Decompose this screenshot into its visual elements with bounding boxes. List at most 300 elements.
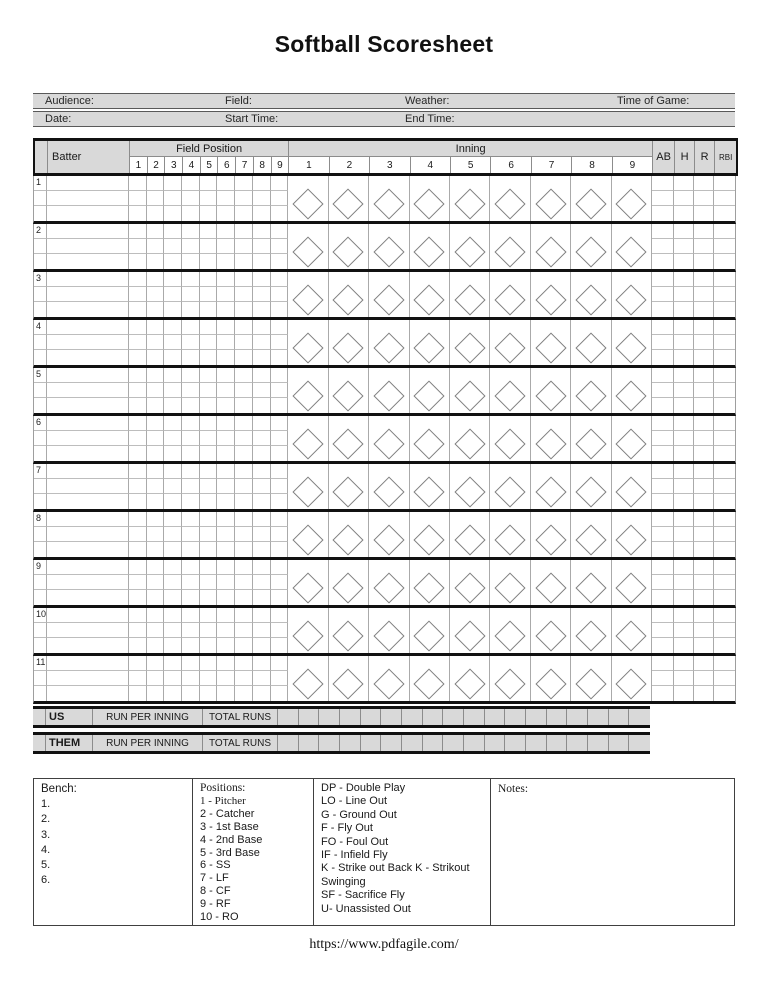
field-position-cell[interactable] bbox=[182, 479, 200, 494]
field-position-cell[interactable] bbox=[200, 302, 218, 317]
batter-name-cell[interactable] bbox=[47, 590, 129, 605]
inning-cell[interactable] bbox=[612, 608, 652, 653]
stat-cell[interactable] bbox=[674, 383, 694, 398]
field-position-cell[interactable] bbox=[217, 671, 235, 686]
run-cell[interactable] bbox=[423, 709, 444, 725]
batter-name-cell[interactable] bbox=[47, 302, 129, 317]
inning-cell[interactable] bbox=[612, 512, 652, 557]
inning-cell[interactable] bbox=[288, 464, 328, 509]
stat-cell[interactable] bbox=[694, 398, 714, 413]
field-position-cell[interactable] bbox=[164, 542, 182, 557]
run-cell[interactable] bbox=[609, 735, 630, 751]
inning-cell[interactable] bbox=[369, 512, 409, 557]
field-position-cell[interactable] bbox=[147, 272, 165, 287]
field-position-cell[interactable] bbox=[217, 350, 235, 365]
field-position-cell[interactable] bbox=[253, 446, 271, 461]
field-position-cell[interactable] bbox=[217, 464, 235, 479]
stat-cell[interactable] bbox=[652, 254, 674, 269]
stat-cell[interactable] bbox=[714, 398, 735, 413]
run-cell[interactable] bbox=[629, 709, 650, 725]
run-cell[interactable] bbox=[361, 735, 382, 751]
field-position-cell[interactable] bbox=[217, 590, 235, 605]
field-position-cell[interactable] bbox=[271, 560, 289, 575]
inning-cell[interactable] bbox=[531, 512, 571, 557]
field-position-cell[interactable] bbox=[147, 560, 165, 575]
stat-cell[interactable] bbox=[694, 302, 714, 317]
field-position-cell[interactable] bbox=[164, 464, 182, 479]
field-position-cell[interactable] bbox=[147, 479, 165, 494]
field-position-cell[interactable] bbox=[129, 224, 147, 239]
inning-cell[interactable] bbox=[571, 512, 611, 557]
field-position-cell[interactable] bbox=[164, 350, 182, 365]
field-position-cell[interactable] bbox=[164, 446, 182, 461]
stat-cell[interactable] bbox=[714, 335, 735, 350]
inning-cell[interactable] bbox=[329, 272, 369, 317]
field-position-cell[interactable] bbox=[217, 254, 235, 269]
field-position-cell[interactable] bbox=[253, 479, 271, 494]
inning-cell[interactable] bbox=[490, 416, 530, 461]
field-position-cell[interactable] bbox=[200, 335, 218, 350]
field-position-cell[interactable] bbox=[271, 206, 289, 221]
info-field-weather[interactable] bbox=[393, 94, 605, 108]
field-position-cell[interactable] bbox=[182, 350, 200, 365]
field-position-cell[interactable] bbox=[200, 542, 218, 557]
inning-cell[interactable] bbox=[571, 656, 611, 701]
field-position-cell[interactable] bbox=[271, 350, 289, 365]
stat-cell[interactable] bbox=[652, 368, 674, 383]
info-field-audience[interactable] bbox=[33, 94, 213, 108]
field-position-cell[interactable] bbox=[147, 527, 165, 542]
run-cell[interactable] bbox=[588, 735, 609, 751]
batter-name-cell[interactable] bbox=[47, 575, 129, 590]
stat-cell[interactable] bbox=[714, 224, 735, 239]
field-position-cell[interactable] bbox=[182, 590, 200, 605]
field-position-cell[interactable] bbox=[147, 398, 165, 413]
stat-cell[interactable] bbox=[714, 176, 735, 191]
stat-cell[interactable] bbox=[714, 416, 735, 431]
field-position-cell[interactable] bbox=[164, 560, 182, 575]
field-position-cell[interactable] bbox=[253, 398, 271, 413]
stat-cell[interactable] bbox=[652, 335, 674, 350]
stat-cell[interactable] bbox=[694, 287, 714, 302]
field-position-cell[interactable] bbox=[271, 575, 289, 590]
field-position-cell[interactable] bbox=[271, 383, 289, 398]
stat-cell[interactable] bbox=[694, 590, 714, 605]
field-position-cell[interactable] bbox=[200, 494, 218, 509]
field-position-cell[interactable] bbox=[182, 335, 200, 350]
stat-cell[interactable] bbox=[694, 368, 714, 383]
field-position-cell[interactable] bbox=[200, 368, 218, 383]
field-position-cell[interactable] bbox=[164, 512, 182, 527]
stat-cell[interactable] bbox=[694, 575, 714, 590]
batter-name-cell[interactable] bbox=[47, 383, 129, 398]
stat-cell[interactable] bbox=[652, 656, 674, 671]
inning-cell[interactable] bbox=[410, 512, 450, 557]
field-position-cell[interactable] bbox=[235, 656, 253, 671]
stat-cell[interactable] bbox=[652, 446, 674, 461]
field-position-cell[interactable] bbox=[271, 446, 289, 461]
field-position-cell[interactable] bbox=[200, 383, 218, 398]
stat-cell[interactable] bbox=[714, 686, 735, 701]
info-field-time-of-game[interactable] bbox=[605, 94, 735, 108]
stat-cell[interactable] bbox=[694, 608, 714, 623]
inning-cell[interactable] bbox=[288, 368, 328, 413]
field-position-cell[interactable] bbox=[164, 398, 182, 413]
field-position-cell[interactable] bbox=[147, 542, 165, 557]
field-position-cell[interactable] bbox=[200, 272, 218, 287]
field-position-cell[interactable] bbox=[164, 431, 182, 446]
field-position-cell[interactable] bbox=[200, 479, 218, 494]
field-position-cell[interactable] bbox=[217, 239, 235, 254]
batter-name-cell[interactable] bbox=[47, 254, 129, 269]
field-position-cell[interactable] bbox=[271, 431, 289, 446]
field-position-cell[interactable] bbox=[200, 527, 218, 542]
field-position-cell[interactable] bbox=[253, 176, 271, 191]
field-position-cell[interactable] bbox=[235, 431, 253, 446]
field-position-cell[interactable] bbox=[147, 239, 165, 254]
field-position-cell[interactable] bbox=[217, 479, 235, 494]
field-position-cell[interactable] bbox=[253, 542, 271, 557]
batter-name-cell[interactable] bbox=[47, 446, 129, 461]
stat-cell[interactable] bbox=[674, 479, 694, 494]
inning-cell[interactable] bbox=[410, 656, 450, 701]
stat-cell[interactable] bbox=[694, 494, 714, 509]
field-position-cell[interactable] bbox=[200, 254, 218, 269]
field-position-cell[interactable] bbox=[235, 542, 253, 557]
batter-name-cell[interactable] bbox=[47, 638, 129, 653]
field-position-cell[interactable] bbox=[182, 398, 200, 413]
field-position-cell[interactable] bbox=[271, 191, 289, 206]
run-cell[interactable] bbox=[443, 709, 464, 725]
run-cell[interactable] bbox=[567, 709, 588, 725]
inning-cell[interactable] bbox=[612, 368, 652, 413]
field-position-cell[interactable] bbox=[235, 224, 253, 239]
batter-name-cell[interactable] bbox=[47, 176, 129, 191]
inning-cell[interactable] bbox=[410, 416, 450, 461]
stat-cell[interactable] bbox=[714, 608, 735, 623]
field-position-cell[interactable] bbox=[253, 368, 271, 383]
field-position-cell[interactable] bbox=[129, 542, 147, 557]
stat-cell[interactable] bbox=[694, 383, 714, 398]
field-position-cell[interactable] bbox=[271, 494, 289, 509]
field-position-cell[interactable] bbox=[253, 623, 271, 638]
field-position-cell[interactable] bbox=[217, 512, 235, 527]
inning-cell[interactable] bbox=[531, 272, 571, 317]
field-position-cell[interactable] bbox=[182, 560, 200, 575]
field-position-cell[interactable] bbox=[164, 224, 182, 239]
field-position-cell[interactable] bbox=[129, 191, 147, 206]
field-position-cell[interactable] bbox=[200, 686, 218, 701]
batter-name-cell[interactable] bbox=[47, 527, 129, 542]
field-position-cell[interactable] bbox=[217, 416, 235, 431]
field-position-cell[interactable] bbox=[182, 239, 200, 254]
field-position-cell[interactable] bbox=[217, 302, 235, 317]
field-position-cell[interactable] bbox=[182, 302, 200, 317]
field-position-cell[interactable] bbox=[147, 287, 165, 302]
field-position-cell[interactable] bbox=[217, 446, 235, 461]
field-position-cell[interactable] bbox=[147, 254, 165, 269]
batter-name-cell[interactable] bbox=[47, 686, 129, 701]
run-cell[interactable] bbox=[278, 709, 299, 725]
batter-name-cell[interactable] bbox=[47, 464, 129, 479]
field-position-cell[interactable] bbox=[271, 623, 289, 638]
stat-cell[interactable] bbox=[674, 638, 694, 653]
field-position-cell[interactable] bbox=[129, 350, 147, 365]
stat-cell[interactable] bbox=[674, 206, 694, 221]
field-position-cell[interactable] bbox=[129, 686, 147, 701]
notes-section[interactable] bbox=[491, 779, 734, 925]
inning-cell[interactable] bbox=[369, 464, 409, 509]
field-position-cell[interactable] bbox=[164, 623, 182, 638]
field-position-cell[interactable] bbox=[217, 320, 235, 335]
inning-cell[interactable] bbox=[531, 176, 571, 221]
stat-cell[interactable] bbox=[674, 527, 694, 542]
field-position-cell[interactable] bbox=[200, 191, 218, 206]
field-position-cell[interactable] bbox=[253, 272, 271, 287]
field-position-cell[interactable] bbox=[182, 575, 200, 590]
inning-cell[interactable] bbox=[612, 320, 652, 365]
inning-cell[interactable] bbox=[329, 320, 369, 365]
field-position-cell[interactable] bbox=[129, 176, 147, 191]
field-position-cell[interactable] bbox=[129, 494, 147, 509]
run-cell[interactable] bbox=[547, 709, 568, 725]
stat-cell[interactable] bbox=[694, 686, 714, 701]
run-cell[interactable] bbox=[547, 735, 568, 751]
stat-cell[interactable] bbox=[674, 575, 694, 590]
inning-cell[interactable] bbox=[531, 368, 571, 413]
inning-cell[interactable] bbox=[288, 272, 328, 317]
field-position-cell[interactable] bbox=[129, 671, 147, 686]
stat-cell[interactable] bbox=[674, 176, 694, 191]
field-position-cell[interactable] bbox=[200, 398, 218, 413]
field-position-cell[interactable] bbox=[235, 287, 253, 302]
field-position-cell[interactable] bbox=[217, 686, 235, 701]
stat-cell[interactable] bbox=[674, 590, 694, 605]
batter-name-cell[interactable] bbox=[47, 239, 129, 254]
field-position-cell[interactable] bbox=[129, 302, 147, 317]
field-position-cell[interactable] bbox=[253, 494, 271, 509]
batter-name-cell[interactable] bbox=[47, 623, 129, 638]
field-position-cell[interactable] bbox=[182, 608, 200, 623]
field-position-cell[interactable] bbox=[200, 176, 218, 191]
run-cell[interactable] bbox=[402, 709, 423, 725]
field-position-cell[interactable] bbox=[182, 176, 200, 191]
inning-cell[interactable] bbox=[531, 416, 571, 461]
field-position-cell[interactable] bbox=[164, 494, 182, 509]
field-position-cell[interactable] bbox=[271, 671, 289, 686]
field-position-cell[interactable] bbox=[164, 575, 182, 590]
inning-cell[interactable] bbox=[490, 608, 530, 653]
field-position-cell[interactable] bbox=[200, 638, 218, 653]
field-position-cell[interactable] bbox=[182, 206, 200, 221]
stat-cell[interactable] bbox=[652, 398, 674, 413]
field-position-cell[interactable] bbox=[235, 383, 253, 398]
inning-cell[interactable] bbox=[450, 560, 490, 605]
inning-cell[interactable] bbox=[329, 224, 369, 269]
field-position-cell[interactable] bbox=[217, 527, 235, 542]
stat-cell[interactable] bbox=[714, 302, 735, 317]
stat-cell[interactable] bbox=[652, 431, 674, 446]
field-position-cell[interactable] bbox=[200, 575, 218, 590]
field-position-cell[interactable] bbox=[164, 176, 182, 191]
field-position-cell[interactable] bbox=[271, 176, 289, 191]
inning-cell[interactable] bbox=[531, 464, 571, 509]
batter-name-cell[interactable] bbox=[47, 512, 129, 527]
field-position-cell[interactable] bbox=[164, 206, 182, 221]
field-position-cell[interactable] bbox=[129, 575, 147, 590]
inning-cell[interactable] bbox=[369, 272, 409, 317]
run-cell[interactable] bbox=[423, 735, 444, 751]
stat-cell[interactable] bbox=[652, 623, 674, 638]
stat-cell[interactable] bbox=[652, 479, 674, 494]
field-position-cell[interactable] bbox=[129, 560, 147, 575]
field-position-cell[interactable] bbox=[271, 272, 289, 287]
field-position-cell[interactable] bbox=[271, 254, 289, 269]
field-position-cell[interactable] bbox=[217, 638, 235, 653]
field-position-cell[interactable] bbox=[235, 398, 253, 413]
field-position-cell[interactable] bbox=[200, 671, 218, 686]
stat-cell[interactable] bbox=[694, 671, 714, 686]
field-position-cell[interactable] bbox=[271, 368, 289, 383]
stat-cell[interactable] bbox=[652, 224, 674, 239]
field-position-cell[interactable] bbox=[182, 368, 200, 383]
inning-cell[interactable] bbox=[410, 224, 450, 269]
field-position-cell[interactable] bbox=[217, 575, 235, 590]
field-position-cell[interactable] bbox=[182, 464, 200, 479]
field-position-cell[interactable] bbox=[200, 446, 218, 461]
stat-cell[interactable] bbox=[714, 494, 735, 509]
batter-name-cell[interactable] bbox=[47, 542, 129, 557]
stat-cell[interactable] bbox=[674, 671, 694, 686]
field-position-cell[interactable] bbox=[147, 206, 165, 221]
field-position-cell[interactable] bbox=[271, 239, 289, 254]
inning-cell[interactable] bbox=[288, 224, 328, 269]
field-position-cell[interactable] bbox=[235, 479, 253, 494]
field-position-cell[interactable] bbox=[253, 638, 271, 653]
stat-cell[interactable] bbox=[674, 320, 694, 335]
field-position-cell[interactable] bbox=[182, 671, 200, 686]
stat-cell[interactable] bbox=[714, 638, 735, 653]
inning-cell[interactable] bbox=[612, 176, 652, 221]
bench-line[interactable]: 1. bbox=[41, 798, 51, 810]
field-position-cell[interactable] bbox=[253, 206, 271, 221]
inning-cell[interactable] bbox=[571, 320, 611, 365]
field-position-cell[interactable] bbox=[200, 512, 218, 527]
stat-cell[interactable] bbox=[694, 191, 714, 206]
field-position-cell[interactable] bbox=[182, 272, 200, 287]
stat-cell[interactable] bbox=[652, 383, 674, 398]
field-position-cell[interactable] bbox=[253, 431, 271, 446]
inning-cell[interactable] bbox=[490, 320, 530, 365]
stat-cell[interactable] bbox=[694, 464, 714, 479]
field-position-cell[interactable] bbox=[253, 335, 271, 350]
field-position-cell[interactable] bbox=[271, 608, 289, 623]
batter-name-cell[interactable] bbox=[47, 287, 129, 302]
batter-name-cell[interactable] bbox=[47, 224, 129, 239]
field-position-cell[interactable] bbox=[182, 623, 200, 638]
field-position-cell[interactable] bbox=[235, 239, 253, 254]
inning-cell[interactable] bbox=[450, 416, 490, 461]
run-cell[interactable] bbox=[567, 735, 588, 751]
inning-cell[interactable] bbox=[490, 176, 530, 221]
stat-cell[interactable] bbox=[652, 239, 674, 254]
field-position-cell[interactable] bbox=[164, 671, 182, 686]
inning-cell[interactable] bbox=[612, 464, 652, 509]
batter-name-cell[interactable] bbox=[47, 608, 129, 623]
field-position-cell[interactable] bbox=[164, 383, 182, 398]
field-position-cell[interactable] bbox=[217, 560, 235, 575]
field-position-cell[interactable] bbox=[253, 527, 271, 542]
inning-cell[interactable] bbox=[410, 176, 450, 221]
field-position-cell[interactable] bbox=[147, 623, 165, 638]
field-position-cell[interactable] bbox=[129, 398, 147, 413]
field-position-cell[interactable] bbox=[235, 608, 253, 623]
stat-cell[interactable] bbox=[652, 527, 674, 542]
batter-name-cell[interactable] bbox=[47, 431, 129, 446]
field-position-cell[interactable] bbox=[147, 590, 165, 605]
bench-line[interactable]: 2. bbox=[41, 813, 51, 826]
field-position-cell[interactable] bbox=[235, 350, 253, 365]
field-position-cell[interactable] bbox=[182, 224, 200, 239]
inning-cell[interactable] bbox=[612, 656, 652, 701]
field-position-cell[interactable] bbox=[147, 335, 165, 350]
inning-cell[interactable] bbox=[571, 560, 611, 605]
field-position-cell[interactable] bbox=[147, 671, 165, 686]
stat-cell[interactable] bbox=[694, 656, 714, 671]
stat-cell[interactable] bbox=[714, 623, 735, 638]
field-position-cell[interactable] bbox=[147, 686, 165, 701]
run-cell[interactable] bbox=[340, 735, 361, 751]
stat-cell[interactable] bbox=[652, 191, 674, 206]
stat-cell[interactable] bbox=[714, 272, 735, 287]
batter-name-cell[interactable] bbox=[47, 479, 129, 494]
field-position-cell[interactable] bbox=[235, 464, 253, 479]
run-cell[interactable] bbox=[464, 735, 485, 751]
stat-cell[interactable] bbox=[674, 431, 694, 446]
batter-name-cell[interactable] bbox=[47, 350, 129, 365]
inning-cell[interactable] bbox=[329, 560, 369, 605]
inning-cell[interactable] bbox=[369, 176, 409, 221]
field-position-cell[interactable] bbox=[217, 224, 235, 239]
stat-cell[interactable] bbox=[694, 446, 714, 461]
inning-cell[interactable] bbox=[612, 560, 652, 605]
stat-cell[interactable] bbox=[714, 542, 735, 557]
info-field-field[interactable] bbox=[213, 94, 393, 108]
field-position-cell[interactable] bbox=[164, 368, 182, 383]
run-cell[interactable] bbox=[588, 709, 609, 725]
field-position-cell[interactable] bbox=[147, 464, 165, 479]
field-position-cell[interactable] bbox=[129, 272, 147, 287]
inning-cell[interactable] bbox=[450, 608, 490, 653]
field-position-cell[interactable] bbox=[217, 287, 235, 302]
inning-cell[interactable] bbox=[490, 272, 530, 317]
field-position-cell[interactable] bbox=[253, 416, 271, 431]
stat-cell[interactable] bbox=[714, 479, 735, 494]
inning-cell[interactable] bbox=[490, 224, 530, 269]
batter-name-cell[interactable] bbox=[47, 272, 129, 287]
batter-name-cell[interactable] bbox=[47, 398, 129, 413]
field-position-cell[interactable] bbox=[271, 302, 289, 317]
inning-cell[interactable] bbox=[571, 464, 611, 509]
info-field-start-time[interactable] bbox=[213, 112, 393, 126]
run-cell[interactable] bbox=[609, 709, 630, 725]
stat-cell[interactable] bbox=[694, 623, 714, 638]
field-position-cell[interactable] bbox=[129, 479, 147, 494]
inning-cell[interactable] bbox=[329, 608, 369, 653]
run-cell[interactable] bbox=[443, 735, 464, 751]
stat-cell[interactable] bbox=[674, 398, 694, 413]
inning-cell[interactable] bbox=[369, 224, 409, 269]
